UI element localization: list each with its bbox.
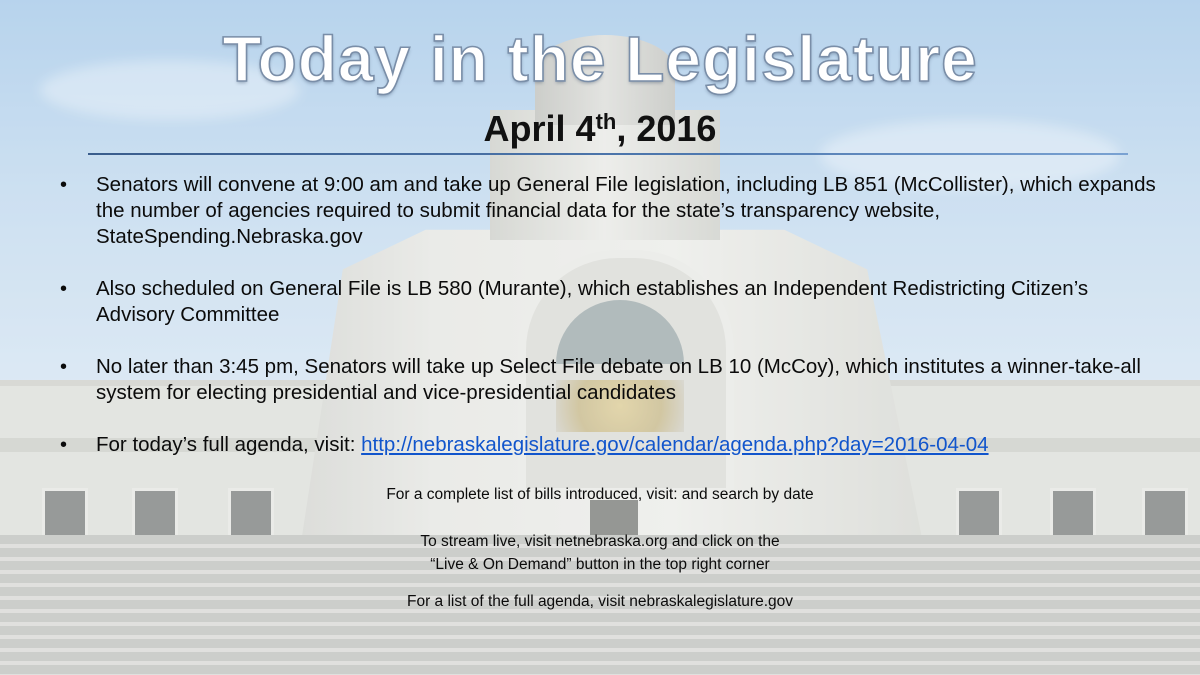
slide-title: Today in the Legislature [222, 23, 978, 95]
date-year: , 2016 [616, 108, 717, 149]
date-ordinal-suffix: th [595, 109, 617, 134]
stream-info-line-2: “Live & On Demand” button in the top right corner [430, 556, 770, 573]
agenda-info-line: For a list of the full agenda, visit nebraskalegislature.gov [407, 593, 793, 610]
slide-date [0, 108, 1200, 150]
bullet-item [56, 354, 1166, 406]
bullet-item [56, 276, 1166, 328]
bullet-icon: • [60, 174, 68, 196]
bills-info-line: For a complete list of bills introduced, visit: and search by date [386, 486, 814, 503]
bullet-icon: • [60, 434, 68, 456]
bullet-text: Senators will convene at 9:00 am and take up General File legislation, including LB 851 (McCollister), which expands the number of agencies required to submit financial data for the state’s transparency website, StateSpending.Nebraska.gov [96, 173, 1156, 248]
bullet-text: For today’s full agenda, visit: [96, 433, 362, 456]
bullet-text: No later than 3:45 pm, Senators will take up Select File debate on LB 10 (McCoy), which institutes a winner-take-all system for electing presidential and vice-presidential candidates [96, 355, 1141, 404]
date-month-day: April 4 [483, 108, 596, 149]
bullet-icon: • [60, 278, 68, 300]
title-divider [88, 153, 1128, 155]
bullet-icon: • [60, 356, 68, 378]
bullet-item [56, 432, 1166, 458]
stream-info-line-1: To stream live, visit netnebraska.org and click on the [420, 533, 780, 550]
agenda-link[interactable]: http://nebraskalegislature.gov/calendar/agenda.php?day=2016-04-04 [361, 433, 989, 456]
agenda-bullet-list [56, 172, 1166, 484]
bullet-text: Also scheduled on General File is LB 580 (Murante), which establishes an Independent Redistricting Citizen’s Advisory Committee [96, 277, 1089, 326]
bullet-item [56, 172, 1166, 250]
